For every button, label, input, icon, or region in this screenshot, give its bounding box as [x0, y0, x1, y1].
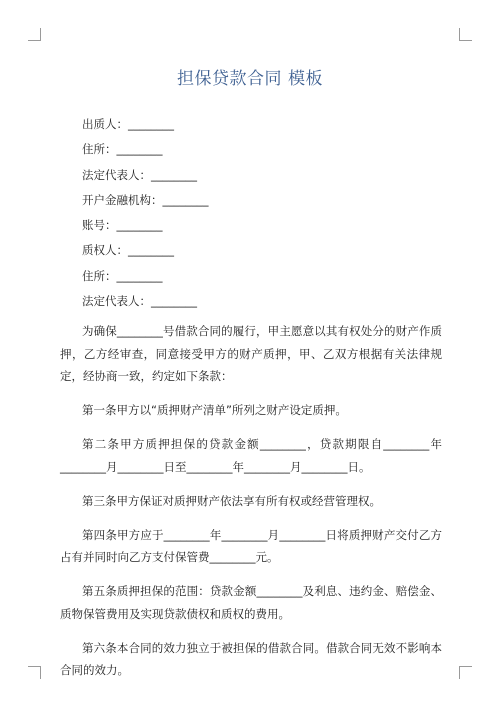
corner-mark-bottom-right	[459, 666, 472, 679]
corner-mark-bottom-left	[28, 666, 41, 679]
article-1: 第一条甲方以“质押财产清单”所列之财产设定质押。	[82, 403, 347, 418]
bank-field: 开户金融机构：________	[82, 192, 209, 207]
article-6: 第六条本合同的效力独立于被担保的借款合同。借款合同无效不影响本合同的效力。	[60, 640, 442, 678]
document-title: 担保贷款合同 模板	[177, 69, 323, 89]
article-5: 第五条质押担保的范围：贷款金额________及利息、违约金、赔偿金、质物保管费用及实现贷款债权和质权的费用。	[60, 584, 442, 621]
preamble-paragraph: 为确保________号借款合同的履行，甲主愿意以其有权处分的财产作质押，乙方经审查，同意接受甲方的财产质押，甲、乙双方根据有关法律规定，经协商一致，约定如下条款：	[60, 324, 442, 384]
pledgor-name-field: 出质人：________	[82, 117, 174, 131]
article-3: 第三条甲方保证对质押财产依法享有所有权或经营管理权。	[82, 493, 381, 508]
pledgor-address-field: 住所：________	[82, 142, 163, 157]
account-number-field: 账号：________	[82, 218, 163, 233]
corner-mark-top-right	[459, 28, 472, 41]
article-2: 第二条甲方质押担保的贷款金额________，贷款期限自________年________月________日至________年________月________日。	[60, 437, 442, 474]
pledgor-legal-rep-field: 法定代表人：________	[82, 167, 197, 182]
document-body	[60, 112, 442, 686]
pledgee-legal-rep-field: 法定代表人：________	[82, 294, 197, 309]
article-4: 第四条甲方应于________年________月________日将质押财产交付乙方占有并同时向乙方支付保管费________元。	[60, 527, 442, 565]
pledgee-address-field: 住所：________	[82, 268, 163, 283]
corner-mark-top-left	[28, 28, 41, 41]
pledgee-name-field: 质权人：________	[82, 243, 174, 258]
